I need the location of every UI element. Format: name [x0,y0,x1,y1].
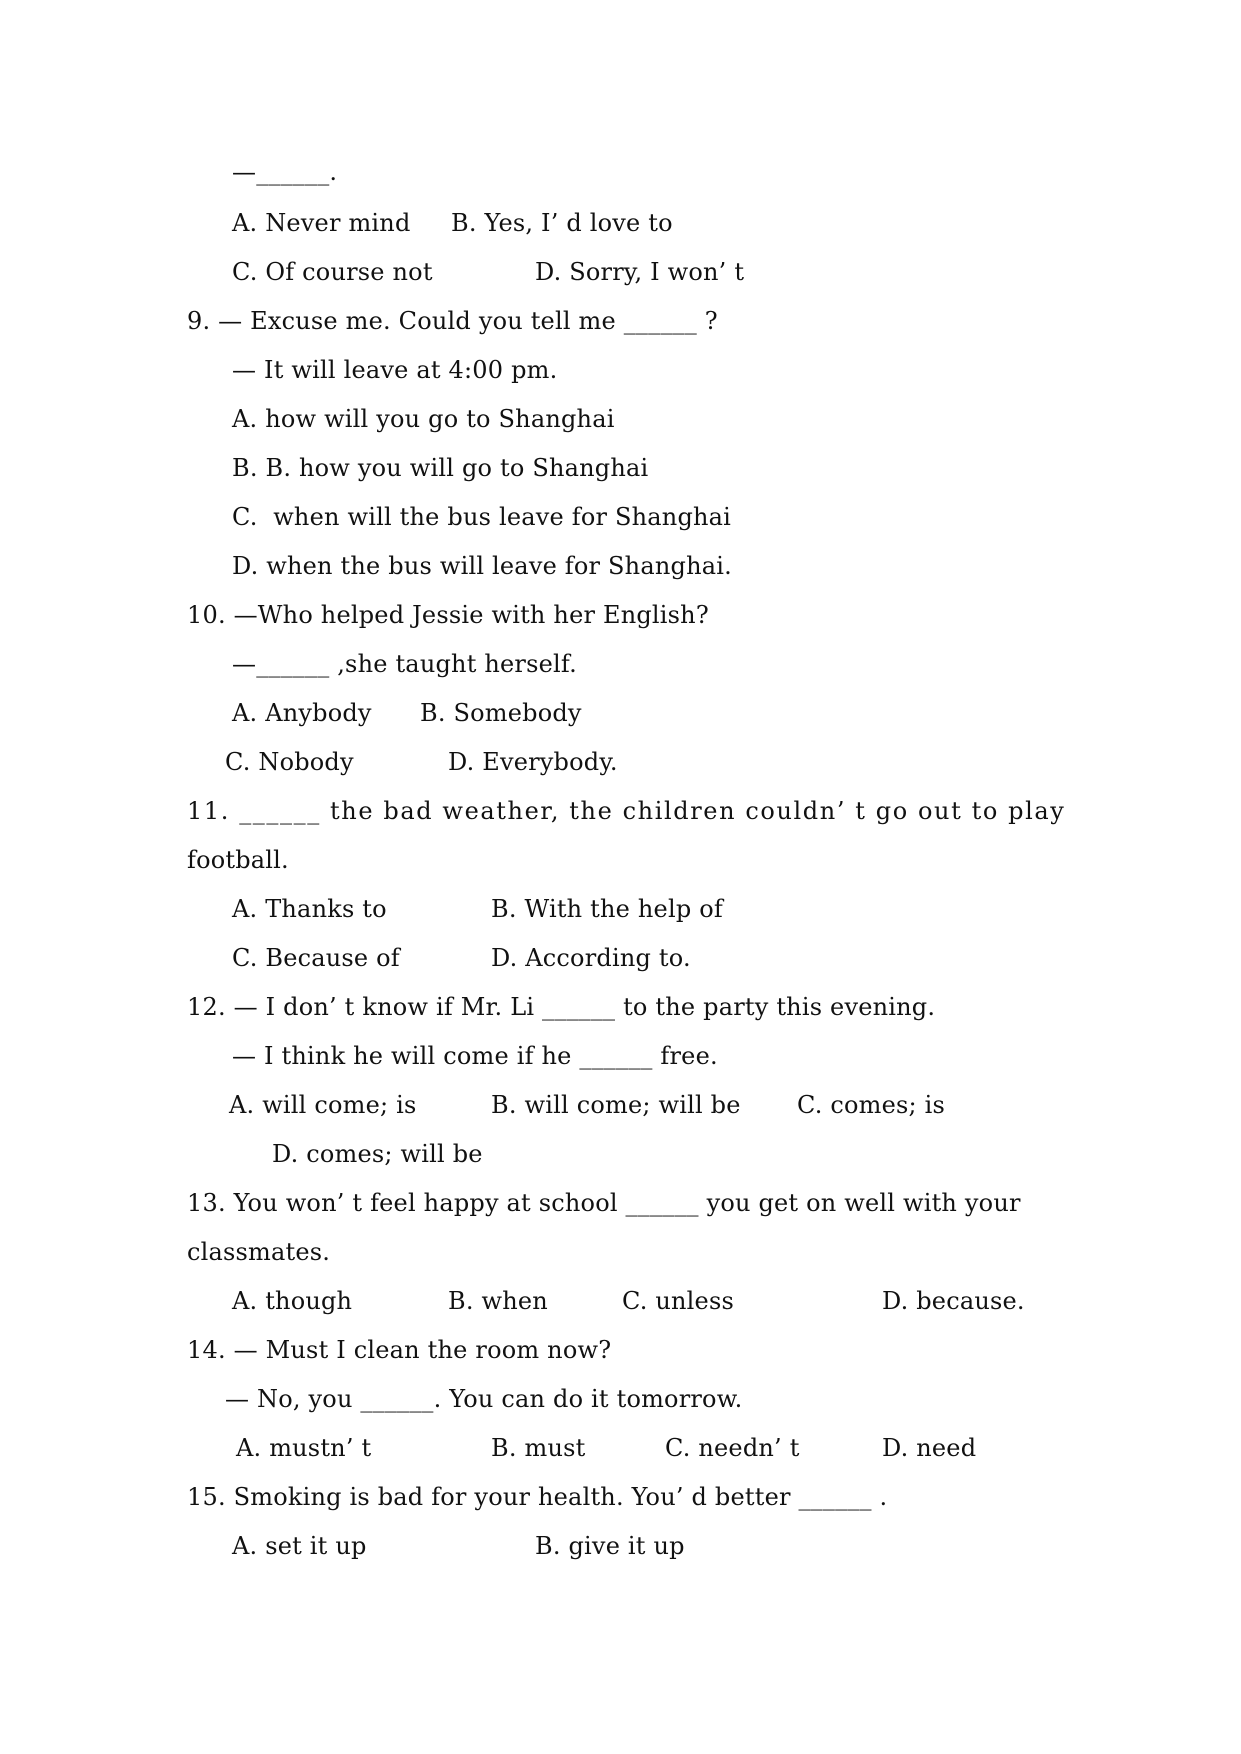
q9-option-a: A. how will you go to Shanghai [232,405,615,433]
q10-option-a: A. Anybody [232,699,372,727]
q8-option-a: A. Never mind [232,209,411,237]
q11-option-b: B. With the help of [491,895,723,923]
q11-question-line2: football. [187,846,289,874]
q13-question-line2: classmates. [187,1238,331,1266]
q15-question: 15. Smoking is bad for your health. You’ d better ______ . [187,1483,888,1511]
q10-question: 10. —Who helped Jessie with her English? [187,601,709,629]
q9-option-b: B. B. how you will go to Shanghai [232,454,649,482]
q14-answer: — No, you ______. You can do it tomorrow. [225,1385,743,1413]
q12-answer: — I think he will come if he ______ free. [232,1042,718,1070]
q14-option-d: D. need [882,1434,977,1462]
q11-question-line1: 11. ______ the bad weather, the children couldn’ t go out to play [187,797,1066,825]
q12-option-a: A. will come; is [229,1091,417,1119]
q9-option-c: C. when will the bus leave for Shanghai [232,503,732,531]
q9-answer: — It will leave at 4:00 pm. [232,356,558,384]
q13-option-d: D. because. [882,1287,1025,1315]
q10-answer: —______ ,she taught herself. [232,650,577,678]
q8-answer-line: —______. [232,158,338,186]
q10-option-d: D. Everybody. [448,748,618,776]
q13-option-a: A. though [232,1287,353,1315]
q15-option-a: A. set it up [232,1532,367,1560]
q14-option-c: C. needn’ t [665,1434,800,1462]
q13-question-line1: 13. You won’ t feel happy at school ______ you get on well with your [187,1189,1021,1217]
q14-option-b: B. must [491,1434,586,1462]
q13-option-c: C. unless [622,1287,734,1315]
q8-option-b: B. Yes, I’ d love to [451,209,673,237]
q12-option-c: C. comes; is [797,1091,946,1119]
q11-option-a: A. Thanks to [232,895,387,923]
q8-option-d: D. Sorry, I won’ t [535,258,745,286]
q8-option-c: C. Of course not [232,258,433,286]
q12-question: 12. — I don’ t know if Mr. Li ______ to the party this evening. [187,993,936,1021]
q11-option-d: D. According to. [491,944,691,972]
q12-option-b: B. will come; will be [491,1091,741,1119]
q14-option-a: A. mustn’ t [236,1434,372,1462]
q15-option-b: B. give it up [535,1532,685,1560]
q13-option-b: B. when [448,1287,548,1315]
q14-question: 14. — Must I clean the room now? [187,1336,612,1364]
q11-option-c: C. Because of [232,944,400,972]
q12-option-d: D. comes; will be [272,1140,483,1168]
q9-question: 9. — Excuse me. Could you tell me ______ ? [187,307,718,335]
q10-option-c: C. Nobody [225,748,354,776]
q9-option-d: D. when the bus will leave for Shanghai. [232,552,732,580]
q10-option-b: B. Somebody [420,699,582,727]
